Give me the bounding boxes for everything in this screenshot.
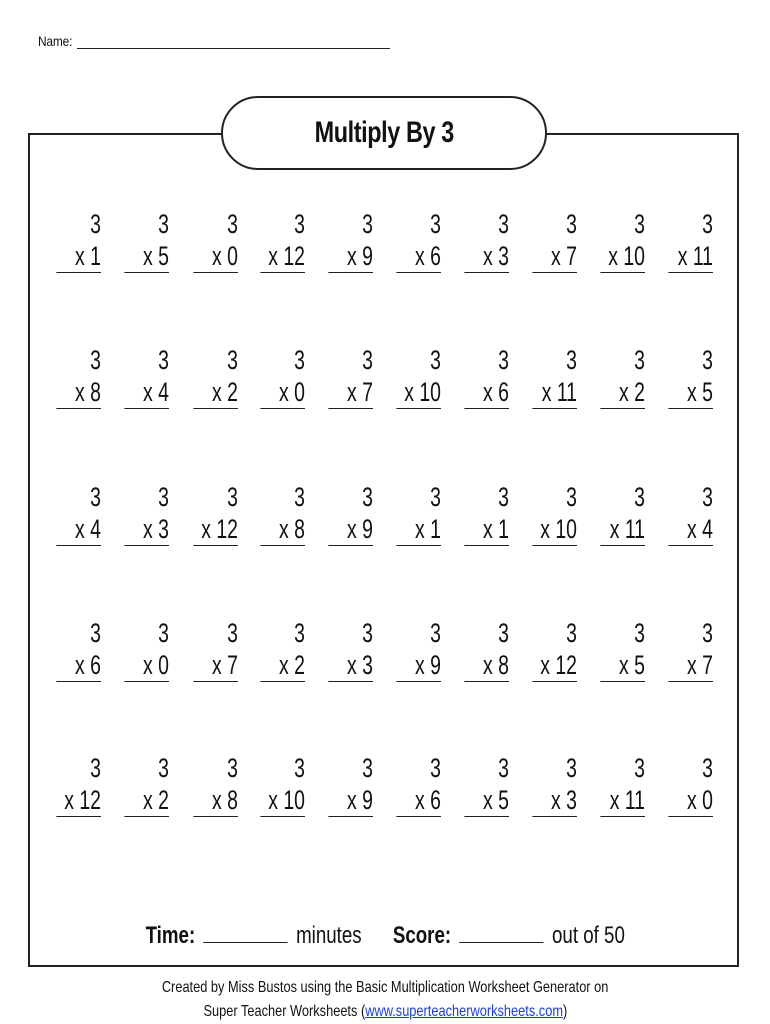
problem [243,617,305,682]
multiplier: x 12 [193,513,238,546]
multiplier: x 12 [56,784,101,817]
multiplicand: 3 [430,753,441,783]
multiplicand: 3 [227,618,238,648]
problem [379,344,441,409]
multiplicand: 3 [227,345,238,375]
problem [651,481,713,546]
problem [651,208,713,273]
problem [515,752,577,817]
problem [176,344,238,409]
multiplier: x 0 [193,240,238,273]
multiplier: x 11 [600,784,645,817]
multiplier: x 8 [260,513,305,546]
multiplicand: 3 [498,345,509,375]
multiplicand: 3 [362,209,373,239]
multiplicand: 3 [227,753,238,783]
multiplier: x 7 [193,649,238,682]
problem [243,752,305,817]
multiplicand: 3 [294,618,305,648]
problem [176,617,238,682]
multiplier: x 3 [124,513,169,546]
credit-prefix: Super Teacher Worksheets ( [203,1003,365,1020]
multiplier: x 4 [668,513,713,546]
multiplicand: 3 [227,482,238,512]
multiplicand: 3 [362,482,373,512]
multiplier: x 6 [396,784,441,817]
problem [379,617,441,682]
multiplicand: 3 [634,753,645,783]
multiplicand: 3 [634,345,645,375]
multiplicand: 3 [566,209,577,239]
multiplicand: 3 [498,753,509,783]
problem [39,752,101,817]
problem [651,344,713,409]
multiplier: x 5 [464,784,509,817]
credit-line-1: Created by Miss Bustos using the Basic Multiplication Worksheet Generator on [161,979,609,996]
multiplier: x 1 [396,513,441,546]
time-blank[interactable] [203,920,287,943]
multiplicand: 3 [702,753,713,783]
problem [515,617,577,682]
credit-suffix: ) [562,1003,567,1020]
multiplicand: 3 [362,618,373,648]
problem [39,481,101,546]
multiplier: x 10 [260,784,305,817]
problem [39,344,101,409]
multiplier: x 0 [260,376,305,409]
multiplier: x 9 [328,240,373,273]
problem [651,752,713,817]
multiplier: x 6 [464,376,509,409]
multiplicand: 3 [498,482,509,512]
problem [651,617,713,682]
multiplicand: 3 [498,209,509,239]
multiplicand: 3 [566,618,577,648]
multiplier: x 9 [396,649,441,682]
problem [447,344,509,409]
credit-line-2 [0,1003,770,1021]
problem [107,344,169,409]
problem [311,208,373,273]
credit-link[interactable]: www.superteacherworksheets.com [364,1003,563,1020]
multiplier: x 7 [532,240,577,273]
multiplier: x 6 [56,649,101,682]
multiplier: x 5 [124,240,169,273]
multiplicand: 3 [702,618,713,648]
problem [583,344,645,409]
title-banner [221,96,547,170]
problem [515,481,577,546]
multiplicand: 3 [498,618,509,648]
multiplier: x 1 [56,240,101,273]
multiplier: x 0 [124,649,169,682]
multiplicand: 3 [158,345,169,375]
multiplier: x 2 [124,784,169,817]
name-line[interactable] [77,48,390,49]
multiplicand: 3 [158,482,169,512]
multiplier: x 3 [464,240,509,273]
multiplier: x 2 [193,376,238,409]
multiplier: x 1 [464,513,509,546]
multiplier: x 2 [600,376,645,409]
multiplier: x 8 [464,649,509,682]
multiplicand: 3 [90,753,101,783]
multiplicand: 3 [430,209,441,239]
worksheet-title: Multiply By 3 [314,116,454,149]
multiplier: x 0 [668,784,713,817]
multiplicand: 3 [634,209,645,239]
problem [583,617,645,682]
multiplicand: 3 [702,482,713,512]
problem [243,208,305,273]
multiplier: x 9 [328,784,373,817]
problem [447,617,509,682]
problem [379,481,441,546]
multiplier: x 10 [532,513,577,546]
multiplicand: 3 [634,482,645,512]
problem [176,208,238,273]
multiplicand: 3 [90,345,101,375]
multiplicand: 3 [90,618,101,648]
multiplier: x 11 [532,376,577,409]
problem [176,481,238,546]
multiplier: x 10 [396,376,441,409]
multiplier: x 6 [396,240,441,273]
problem [311,481,373,546]
multiplicand: 3 [90,209,101,239]
multiplier: x 7 [668,649,713,682]
multiplier: x 4 [56,513,101,546]
multiplier: x 3 [532,784,577,817]
problem [379,752,441,817]
multiplicand: 3 [90,482,101,512]
multiplier: x 9 [328,513,373,546]
multiplicand: 3 [158,753,169,783]
problem [176,752,238,817]
multiplier: x 11 [600,513,645,546]
problem [379,208,441,273]
minutes-label: minutes [295,922,362,949]
multiplier: x 11 [668,240,713,273]
problem [583,752,645,817]
problem [311,617,373,682]
multiplicand: 3 [158,618,169,648]
problem [311,344,373,409]
multiplicand: 3 [362,345,373,375]
score-blank[interactable] [459,920,543,943]
problem [107,752,169,817]
problem [311,752,373,817]
problem [39,208,101,273]
score-label: Score: [392,922,451,949]
multiplicand: 3 [294,482,305,512]
problem [107,208,169,273]
problem [515,208,577,273]
problem [39,617,101,682]
problem [583,208,645,273]
multiplicand: 3 [702,345,713,375]
multiplier: x 8 [56,376,101,409]
problem [515,344,577,409]
multiplier: x 5 [600,649,645,682]
multiplicand: 3 [430,618,441,648]
multiplicand: 3 [430,345,441,375]
multiplicand: 3 [227,209,238,239]
problem [583,481,645,546]
problem [243,344,305,409]
multiplicand: 3 [702,209,713,239]
multiplier: x 8 [193,784,238,817]
multiplicand: 3 [158,209,169,239]
multiplicand: 3 [634,618,645,648]
multiplicand: 3 [566,482,577,512]
multiplicand: 3 [294,209,305,239]
time-label: Time: [145,922,195,949]
multiplicand: 3 [294,753,305,783]
problem [447,481,509,546]
multiplicand: 3 [294,345,305,375]
multiplicand: 3 [362,753,373,783]
problem [243,481,305,546]
multiplier: x 12 [532,649,577,682]
multiplier: x 2 [260,649,305,682]
multiplier: x 7 [328,376,373,409]
multiplier: x 5 [668,376,713,409]
problem [447,208,509,273]
multiplier: x 12 [260,240,305,273]
multiplier: x 4 [124,376,169,409]
name-label: Name: [38,33,73,49]
time-score-row [0,920,770,950]
multiplicand: 3 [566,753,577,783]
problem [107,481,169,546]
multiplier: x 10 [600,240,645,273]
multiplier: x 3 [328,649,373,682]
out-of-label: out of 50 [551,922,625,949]
multiplicand: 3 [566,345,577,375]
problem [107,617,169,682]
problem [447,752,509,817]
multiplicand: 3 [430,482,441,512]
